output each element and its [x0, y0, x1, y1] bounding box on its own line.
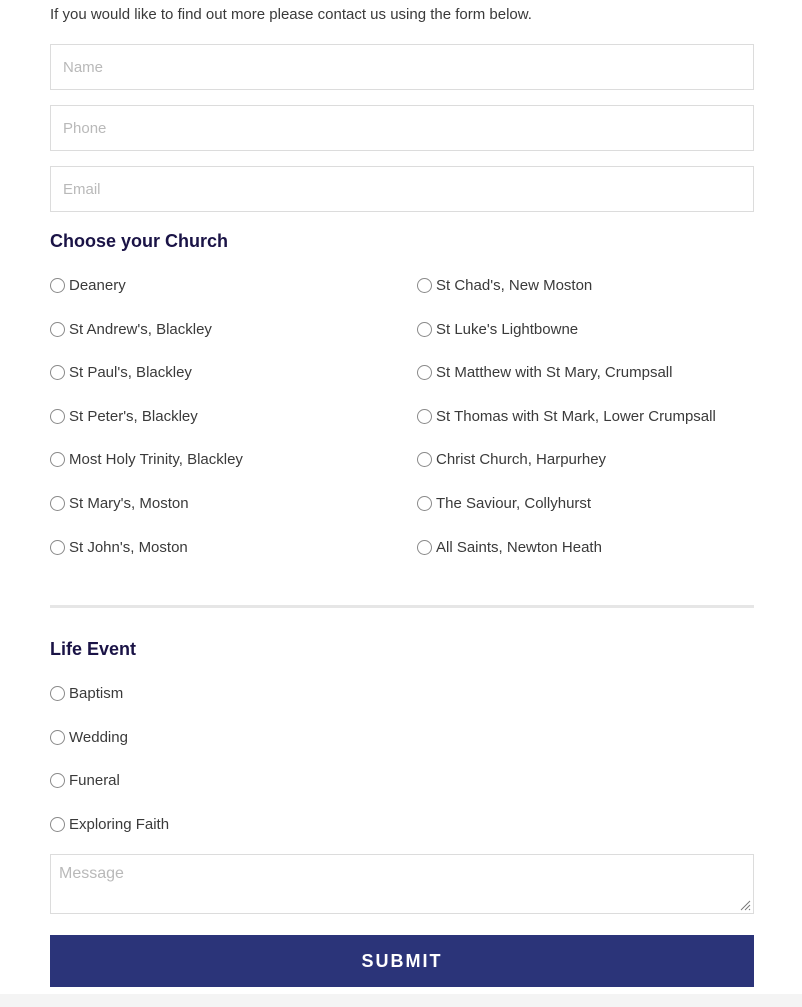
name-field-wrapper [50, 44, 754, 90]
church-option[interactable] [50, 537, 188, 557]
radio-icon[interactable] [50, 817, 65, 832]
radio-icon[interactable] [417, 322, 432, 337]
church-option-label: Christ Church, Harpurhey [436, 450, 607, 468]
submit-button[interactable]: SUBMIT [50, 935, 754, 987]
life-event-label: Wedding [69, 728, 128, 746]
church-option[interactable] [50, 362, 192, 382]
life-event-label: Baptism [69, 684, 124, 702]
church-heading: Choose your Church [50, 231, 229, 251]
church-option-label: St Matthew with St Mary, Crumpsall [436, 363, 673, 381]
church-option[interactable] [417, 537, 602, 557]
church-option[interactable] [50, 406, 198, 426]
page-footer-strip [0, 994, 802, 1007]
church-option-label: St Paul's, Blackley [69, 363, 192, 381]
church-option[interactable] [417, 406, 716, 426]
church-option-label: St John's, Moston [69, 538, 188, 556]
radio-icon[interactable] [417, 452, 432, 467]
radio-icon[interactable] [417, 409, 432, 424]
radio-icon[interactable] [50, 322, 65, 337]
church-option[interactable] [50, 493, 189, 513]
life-event-heading: Life Event [50, 639, 137, 659]
church-option-label: St Thomas with St Mark, Lower Crumpsall [436, 407, 716, 425]
life-event-label: Funeral [69, 771, 120, 789]
church-option-label: Deanery [69, 276, 126, 294]
life-event-label: Exploring Faith [69, 815, 170, 833]
church-option-label: St Andrew's, Blackley [69, 320, 212, 338]
name-input[interactable] [51, 45, 753, 89]
radio-icon[interactable] [417, 540, 432, 555]
email-input[interactable] [51, 167, 753, 211]
radio-icon[interactable] [50, 452, 65, 467]
life-event-option[interactable] [50, 727, 128, 747]
radio-icon[interactable] [50, 409, 65, 424]
radio-icon[interactable] [50, 278, 65, 293]
phone-field-wrapper [50, 105, 754, 151]
church-option[interactable] [417, 493, 591, 513]
church-option-label: St Peter's, Blackley [69, 407, 198, 425]
radio-icon[interactable] [50, 686, 65, 701]
church-option[interactable] [417, 362, 672, 382]
church-option-label: St Chad's, New Moston [436, 276, 593, 294]
church-option[interactable] [50, 319, 212, 339]
resize-grip-icon[interactable] [739, 899, 751, 911]
life-event-option[interactable] [50, 683, 123, 703]
church-option-label: Most Holy Trinity, Blackley [69, 450, 243, 468]
radio-icon[interactable] [50, 773, 65, 788]
church-option[interactable] [417, 449, 606, 469]
intro-text: If you would like to find out more please contact us using the form below. [50, 6, 532, 23]
section-divider [50, 605, 754, 608]
life-event-option[interactable] [50, 770, 120, 790]
radio-icon[interactable] [50, 730, 65, 745]
life-event-option[interactable] [50, 814, 169, 834]
church-option-label: St Luke's Lightbowne [436, 320, 579, 338]
radio-icon[interactable] [50, 496, 65, 511]
message-input[interactable] [51, 855, 753, 913]
radio-icon[interactable] [417, 278, 432, 293]
church-option[interactable] [50, 449, 243, 469]
message-field-wrapper [50, 854, 754, 914]
church-option-label: St Mary's, Moston [69, 494, 189, 512]
church-option[interactable] [417, 319, 578, 339]
radio-icon[interactable] [417, 496, 432, 511]
radio-icon[interactable] [417, 365, 432, 380]
email-field-wrapper [50, 166, 754, 212]
church-option[interactable] [50, 275, 126, 295]
church-option-label: All Saints, Newton Heath [436, 538, 602, 556]
radio-icon[interactable] [50, 540, 65, 555]
church-option[interactable] [417, 275, 592, 295]
phone-input[interactable] [51, 106, 753, 150]
church-option-label: The Saviour, Collyhurst [436, 494, 592, 512]
radio-icon[interactable] [50, 365, 65, 380]
